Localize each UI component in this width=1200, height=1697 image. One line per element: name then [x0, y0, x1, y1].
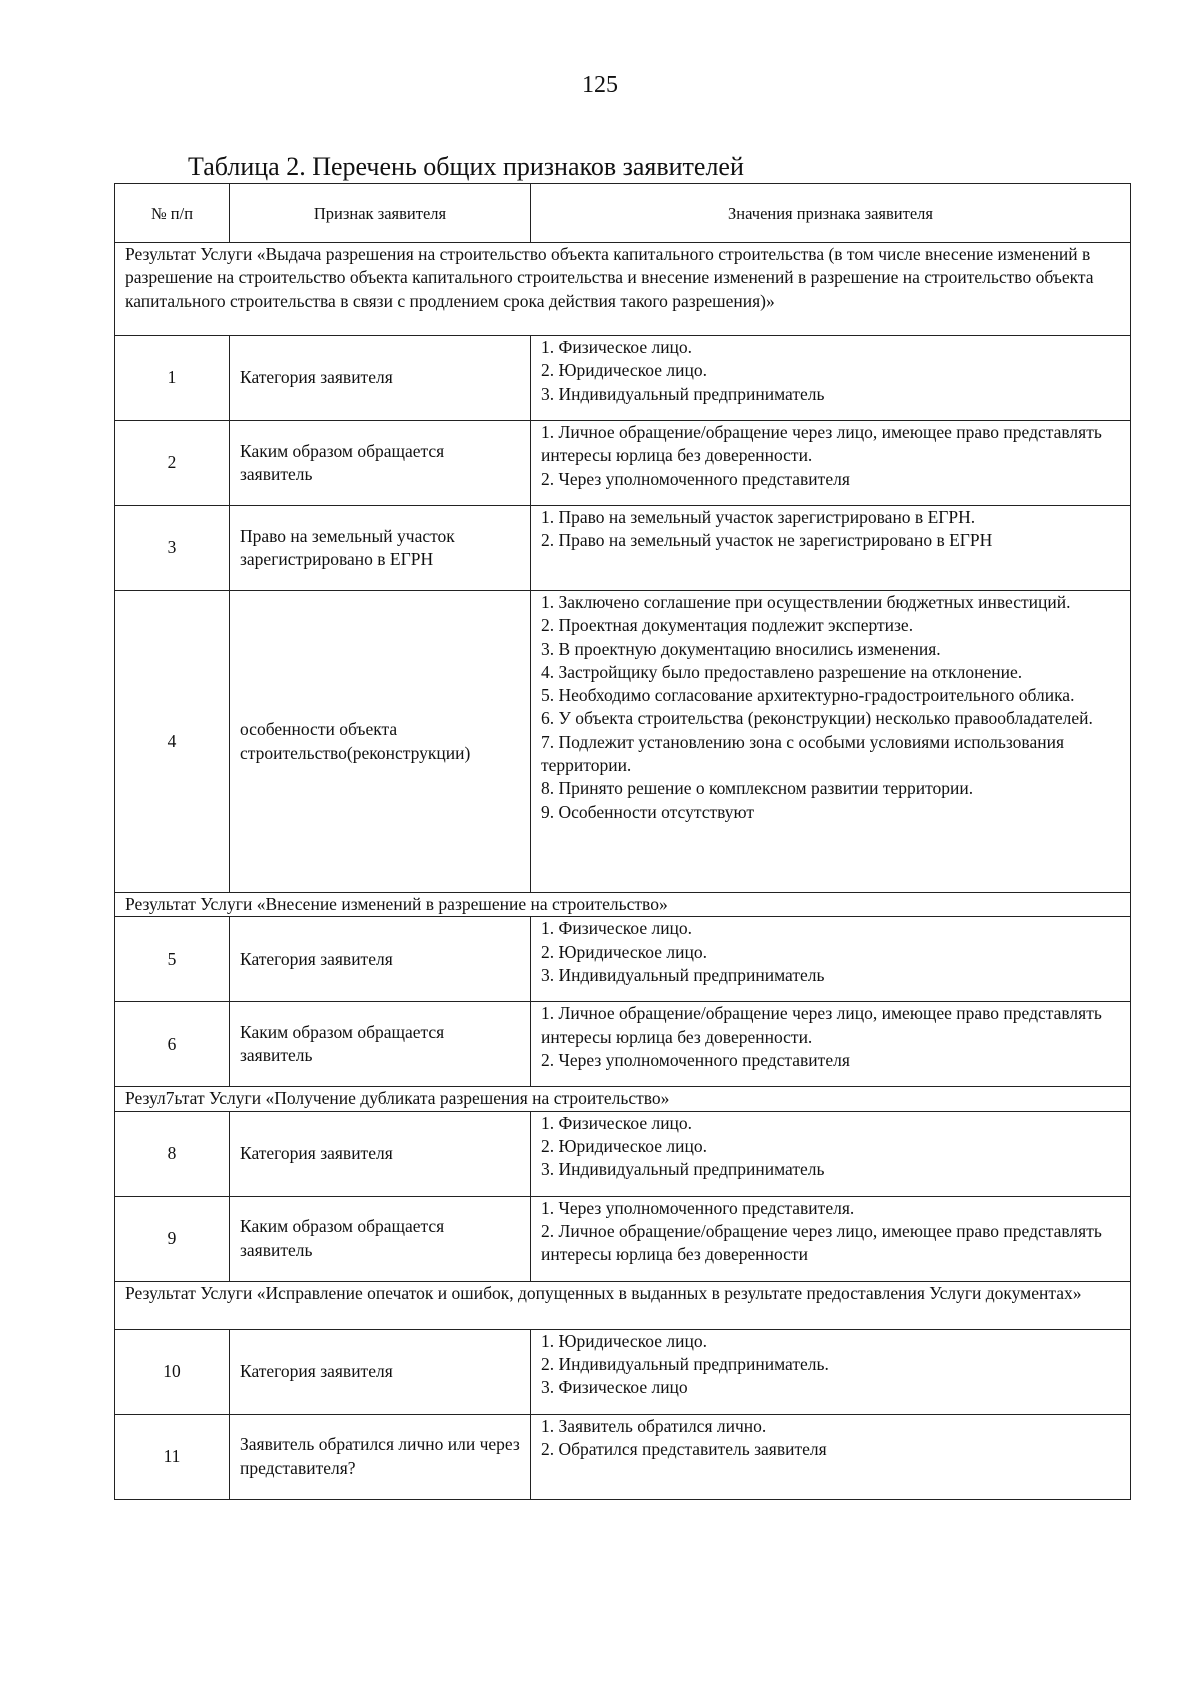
table-row — [115, 1414, 1131, 1499]
row-values — [531, 1002, 1131, 1087]
header-attribute: Признак заявителя — [230, 184, 531, 243]
value-item: 3. В проектную документацию вносились изменения. — [541, 638, 941, 659]
table-row — [115, 1002, 1131, 1087]
value-item: 2. Юридическое лицо. — [541, 941, 707, 962]
value-item: 1. Физическое лицо. — [541, 337, 693, 357]
row-values — [531, 1414, 1131, 1499]
value-item: 1. Физическое лицо. — [541, 1112, 693, 1133]
section-title: Результат Услуги «Выдача разрешения на строительство объекта капитального строительства (в том числе внесение изменений в разрешение на строительство объекта капитального строительства и внесение изменений в разрешение на строительство объекта капитального строительства в связи с продлением срока действия такого разрешения)» — [115, 243, 1131, 336]
value-item: 2. Проектная документация подлежит экспертизе. — [541, 615, 914, 636]
row-number: 5 — [115, 917, 230, 1002]
row-number: 1 — [115, 336, 230, 421]
row-attribute: Категория заявителя — [230, 1329, 531, 1414]
row-number: 9 — [115, 1196, 230, 1281]
row-number: 11 — [115, 1414, 230, 1499]
section-row — [115, 1281, 1131, 1329]
row-values — [531, 591, 1131, 893]
value-item: 5. Необходимо согласование архитектурно-градостроительного облика. — [541, 685, 1075, 706]
row-attribute: особенности объекта строительство(реконструкции) — [230, 591, 531, 893]
row-attribute: Категория заявителя — [230, 917, 531, 1002]
table-row — [115, 1329, 1131, 1414]
section-title: Резул7ьтат Услуги «Получение дубликата разрешения на строительство» — [115, 1087, 1131, 1111]
value-item: 3. Индивидуальный предприниматель — [541, 964, 825, 985]
table-row — [115, 421, 1131, 506]
row-values — [531, 506, 1131, 591]
value-item: 4. Застройщику было предоставлено разрешение на отклонение. — [541, 661, 1023, 682]
row-values — [531, 1111, 1131, 1196]
value-item: 3. Физическое лицо — [541, 1377, 688, 1398]
table-row — [115, 336, 1131, 421]
row-attribute: Категория заявителя — [230, 336, 531, 421]
value-item: 1. Через уполномоченного представителя. — [541, 1197, 855, 1218]
table-header-row — [115, 184, 1131, 243]
applicant-attributes-table — [114, 183, 1131, 1500]
page-number: 125 — [582, 72, 618, 98]
row-attribute: Каким образом обращается заявитель — [230, 421, 531, 506]
row-values — [531, 421, 1131, 506]
section-row — [115, 1087, 1131, 1111]
row-values — [531, 336, 1131, 421]
section-title: Результат Услуги «Внесение изменений в разрешение на строительство» — [115, 893, 1131, 917]
value-item: 8. Принято решение о комплексном развитии территории. — [541, 778, 974, 799]
value-item: 2. Через уполномоченного представителя — [541, 468, 850, 489]
row-attribute: Каким образом обращается заявитель — [230, 1002, 531, 1087]
table-row — [115, 917, 1131, 1002]
value-item: 1. Заявитель обратился лично. — [541, 1415, 767, 1436]
table-body — [115, 243, 1131, 1500]
table-row — [115, 506, 1131, 591]
row-values — [531, 917, 1131, 1002]
row-number: 4 — [115, 591, 230, 893]
value-item: 2. Юридическое лицо. — [541, 1135, 707, 1156]
value-item: 2. Юридическое лицо. — [541, 360, 707, 381]
header-num: № п/п — [115, 184, 230, 243]
value-item: 3. Индивидуальный предприниматель — [541, 383, 825, 404]
row-attribute: Право на земельный участок зарегистрировано в ЕГРН — [230, 506, 531, 591]
header-values: Значения признака заявителя — [531, 184, 1131, 243]
value-item: 1. Личное обращение/обращение через лицо, имеющее право представлять интересы юрлица без доверенности. — [541, 1003, 1102, 1047]
table-row — [115, 591, 1131, 893]
row-attribute: Каким образом обращается заявитель — [230, 1196, 531, 1281]
value-item: 9. Особенности отсутствуют — [541, 801, 755, 822]
section-row — [115, 893, 1131, 917]
value-item: 1. Личное обращение/обращение через лицо, имеющее право представлять интересы юрлица без доверенности. — [541, 422, 1102, 466]
table-row — [115, 1196, 1131, 1281]
row-number: 3 — [115, 506, 230, 591]
row-attribute: Категория заявителя — [230, 1111, 531, 1196]
value-item: 6. У объекта строительства (реконструкции) несколько правообладателей. — [541, 708, 1093, 729]
value-item: 2. Индивидуальный предприниматель. — [541, 1353, 829, 1374]
value-item: 1. Право на земельный участок зарегистрировано в ЕГРН. — [541, 507, 976, 527]
value-item: 7. Подлежит установлению зона с особыми условиями использования территории. — [541, 731, 1064, 776]
section-row — [115, 243, 1131, 336]
row-number: 10 — [115, 1329, 230, 1414]
row-values — [531, 1329, 1131, 1414]
value-item: 2. Право на земельный участок не зарегистрировано в ЕГРН — [541, 530, 993, 551]
row-number: 2 — [115, 421, 230, 506]
value-item: 1. Физическое лицо. — [541, 918, 693, 939]
value-item: 1. Юридическое лицо. — [541, 1330, 707, 1351]
table-row — [115, 1111, 1131, 1196]
row-number: 8 — [115, 1111, 230, 1196]
section-title: Результат Услуги «Исправление опечаток и ошибок, допущенных в выданных в результате предоставления Услуги документах» — [115, 1281, 1131, 1329]
value-item: 2. Через уполномоченного представителя — [541, 1049, 850, 1070]
row-number: 6 — [115, 1002, 230, 1087]
value-item: 2. Обратился представитель заявителя — [541, 1438, 827, 1459]
value-item: 1. Заключено соглашение при осуществлении бюджетных инвестиций. — [541, 592, 1071, 612]
value-item: 2. Личное обращение/обращение через лицо, имеющее право представлять интересы юрлица без доверенности — [541, 1220, 1102, 1265]
row-values — [531, 1196, 1131, 1281]
row-attribute: Заявитель обратился лично или через представителя? — [230, 1414, 531, 1499]
value-item: 3. Индивидуальный предприниматель — [541, 1159, 825, 1180]
table-title: Таблица 2. Перечень общих признаков заявителей — [188, 152, 744, 181]
